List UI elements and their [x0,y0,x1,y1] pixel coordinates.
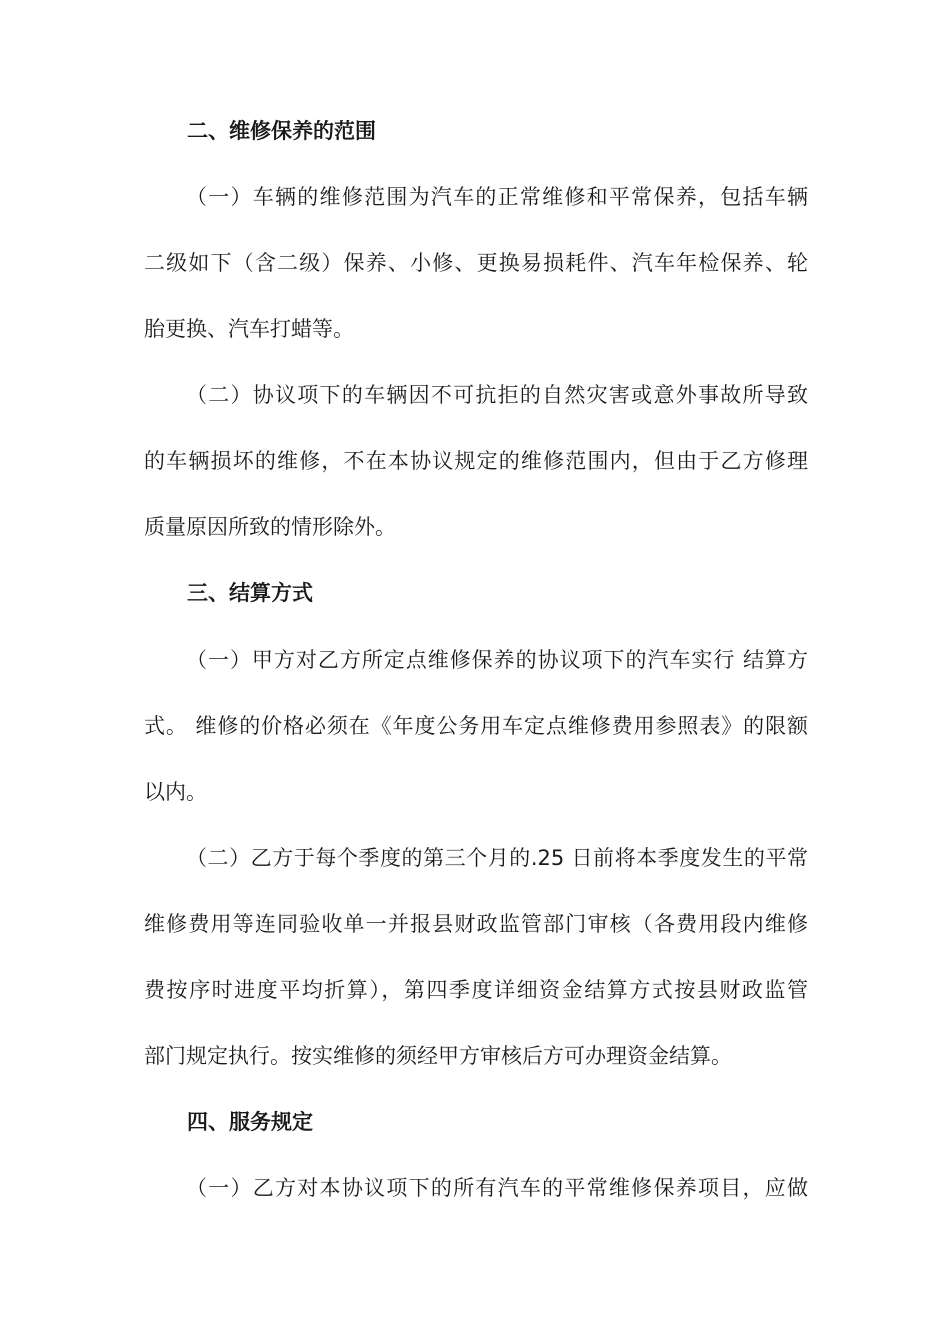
paragraph-line: 以内。 [144,780,207,804]
paragraph-line: 质量原因所致的情形除外。 [144,515,396,539]
paragraph-line: （二）协议项下的车辆因不可抗拒的自然灾害或意外事故所导致 [186,383,808,407]
paragraph-line: （二）乙方于每个季度的第三个月的.25 日前将本季度发生的平常 [186,846,808,870]
section-heading-scope: 二、维修保养的范围 [187,119,376,143]
paragraph-line: 胎更换、汽车打蜡等。 [144,317,354,341]
paragraph-line: 维修费用等连同验收单一并报县财政监管部门审核（各费用段内维修 [144,912,808,936]
paragraph-line: （一）车辆的维修范围为汽车的正常维修和平常保养，包括车辆 [186,185,808,209]
section-heading-settlement: 三、结算方式 [187,581,313,605]
paragraph-line: 的车辆损坏的维修，不在本协议规定的维修范围内，但由于乙方修理 [144,449,808,473]
paragraph-line: 费按序时进度平均折算），第四季度详细资金结算方式按县财政监管 [144,978,808,1002]
paragraph-line: （一）乙方对本协议项下的所有汽车的平常维修保养项目，应做 [186,1176,808,1200]
paragraph-line: 式。 维修的价格必须在《年度公务用车定点维修费用参照表》的限额 [144,714,808,738]
paragraph-line: 二级如下（含二级）保养、小修、更换易损耗件、汽车年检保养、轮 [144,251,808,275]
paragraph-line: 部门规定执行。按实维修的须经甲方审核后方可办理资金结算。 [144,1044,732,1068]
paragraph-line: （一）甲方对乙方所定点维修保养的协议项下的汽车实行 结算方 [186,648,808,672]
section-heading-service: 四、服务规定 [187,1110,313,1134]
